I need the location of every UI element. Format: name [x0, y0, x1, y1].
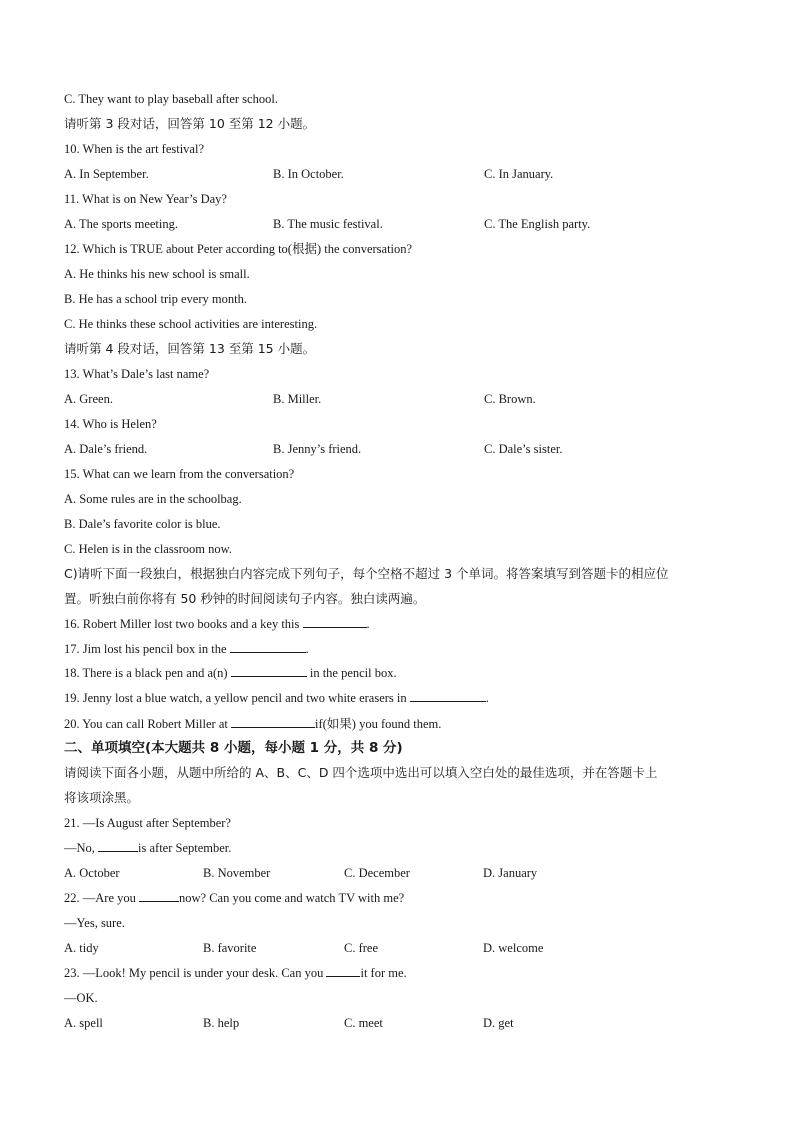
response-text: is after September. — [138, 841, 232, 855]
q23-stem — [64, 964, 407, 982]
q13-option-c: C. Brown. — [484, 392, 536, 406]
fill-item-19 — [64, 689, 489, 707]
q14-option-b: B. Jenny’s friend. — [273, 442, 362, 456]
q11-option-a: A. The sports meeting. — [64, 217, 178, 231]
fill-item-text: if(如果) you found them. — [315, 717, 442, 731]
stem-text: it for me. — [360, 966, 407, 980]
q12-option-a: A. He thinks his new school is small. — [64, 267, 250, 281]
q15-option-b: B. Dale’s favorite color is blue. — [64, 517, 221, 531]
q13-option-a: A. Green. — [64, 392, 113, 406]
dialogue-4-instruction: 请听第 4 段对话，回答第 13 至第 15 小题。 — [64, 341, 316, 356]
answer-blank[interactable] — [139, 889, 179, 902]
fill-item-text: in the pencil box. — [306, 666, 397, 680]
fill-item-text: 18. There is a black pen and a(n) — [64, 666, 231, 680]
q21-option-d: D. January — [483, 866, 538, 880]
q9-option-c: C. They want to play baseball after school. — [64, 92, 278, 106]
q11-stem: 11. What is on New Year’s Day? — [64, 192, 227, 206]
stem-text: 23. —Look! My pencil is under your desk. Can you — [64, 966, 327, 980]
section-2-instruction-line-1: 请阅读下面各小题，从题中所给的 A、B、C、D 四个选项中选出可以填入空白处的最佳选项，并在答题卡上 — [64, 765, 658, 780]
fill-item-20 — [64, 715, 441, 733]
q21-option-a: A. October — [64, 866, 120, 880]
q10-option-c: C. In January. — [484, 167, 554, 181]
q23-option-b: B. help — [203, 1016, 240, 1030]
q11-option-b: B. The music festival. — [273, 217, 383, 231]
q14-option-a: A. Dale’s friend. — [64, 442, 148, 456]
fill-item-18 — [64, 664, 397, 682]
q23-option-a: A. spell — [64, 1016, 103, 1030]
q14-stem: 14. Who is Helen? — [64, 417, 157, 431]
q22-option-c: C. free — [344, 941, 379, 955]
fill-item-text: 16. Robert Miller lost two books and a key this — [64, 617, 303, 631]
answer-blank[interactable] — [231, 664, 307, 677]
section-2-heading: 二、单项填空(本大题共 8 小题，每小题 1 分，共 8 分) — [64, 740, 403, 756]
stem-text: 22. —Are you — [64, 891, 139, 905]
stem-text: now? Can you come and watch TV with me? — [179, 891, 405, 905]
q15-option-a: A. Some rules are in the schoolbag. — [64, 492, 242, 506]
q22-stem — [64, 889, 404, 907]
fill-item-text: 20. You can call Robert Miller at — [64, 717, 231, 731]
fill-item-17 — [64, 640, 309, 658]
q12-option-c: C. He thinks these school activities are interesting. — [64, 317, 318, 331]
q10-option-a: A. In September. — [64, 167, 149, 181]
section-2-instruction-line-2: 将该项涂黑。 — [64, 790, 140, 805]
q12-stem: 12. Which is TRUE about Peter according to(根据) the conversation? — [64, 242, 413, 256]
monologue-instruction-line-2: 置。听独白前你将有 50 秒钟的时间阅读句子内容。独白读两遍。 — [64, 591, 426, 606]
q15-stem: 15. What can we learn from the conversation? — [64, 467, 295, 481]
response-text: —No, — [64, 841, 99, 855]
q23-option-c: C. meet — [344, 1016, 383, 1030]
answer-blank[interactable] — [230, 640, 306, 653]
fill-item-text: 19. Jenny lost a blue watch, a yellow pencil and two white erasers in — [64, 691, 410, 705]
fill-item-text: . — [305, 642, 309, 656]
answer-blank[interactable] — [326, 964, 360, 977]
q14-option-c: C. Dale’s sister. — [484, 442, 563, 456]
q22-option-b: B. favorite — [203, 941, 257, 955]
dialogue-3-instruction: 请听第 3 段对话，回答第 10 至第 12 小题。 — [64, 116, 316, 131]
answer-blank[interactable] — [410, 689, 486, 702]
fill-item-text: . — [485, 691, 489, 705]
answer-blank[interactable] — [231, 715, 315, 728]
q21-option-b: B. November — [203, 866, 271, 880]
q22-option-a: A. tidy — [64, 941, 99, 955]
q13-stem: 13. What’s Dale’s last name? — [64, 367, 210, 381]
answer-blank[interactable] — [303, 615, 367, 628]
q13-option-b: B. Miller. — [273, 392, 322, 406]
q21-response — [64, 839, 231, 857]
q22-option-d: D. welcome — [483, 941, 544, 955]
q12-option-b: B. He has a school trip every month. — [64, 292, 247, 306]
q21-stem: 21. —Is August after September? — [64, 816, 231, 830]
fill-item-text: . — [366, 617, 370, 631]
q11-option-c: C. The English party. — [484, 217, 591, 231]
answer-blank[interactable] — [98, 839, 138, 852]
fill-item-16 — [64, 615, 370, 633]
q23-response: —OK. — [64, 991, 98, 1005]
q22-response: —Yes, sure. — [64, 916, 125, 930]
q21-option-c: C. December — [344, 866, 410, 880]
q10-stem: 10. When is the art festival? — [64, 142, 205, 156]
q10-option-b: B. In October. — [273, 167, 344, 181]
q23-option-d: D. get — [483, 1016, 514, 1030]
monologue-instruction-line-1: C)请听下面一段独白，根据独白内容完成下列句子，每个空格不超过 3 个单词。将答案填写到答题卡的相应位 — [64, 566, 669, 581]
fill-item-text: 17. Jim lost his pencil box in the — [64, 642, 230, 656]
q15-option-c: C. Helen is in the classroom now. — [64, 542, 232, 556]
